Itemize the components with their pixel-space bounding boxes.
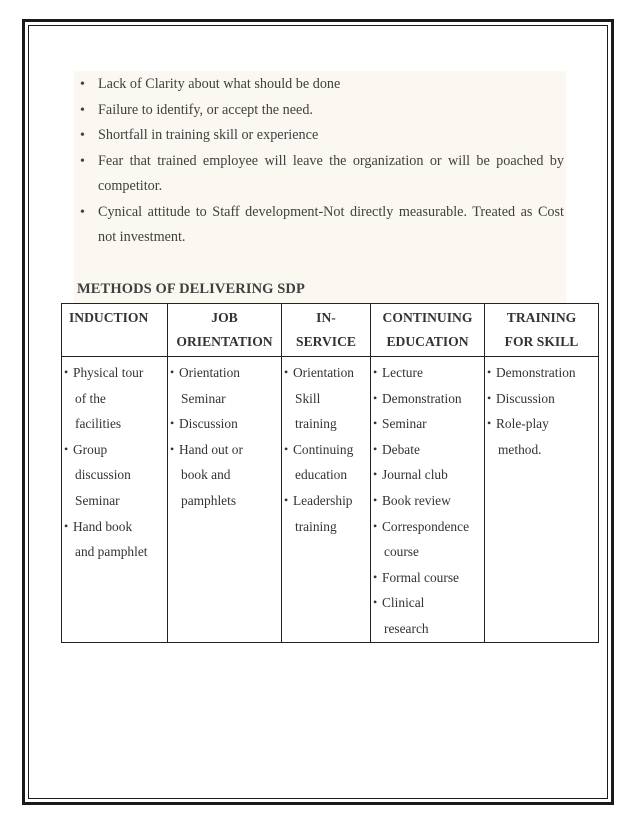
header-line: ORIENTATION xyxy=(176,334,273,349)
header-line: IN- xyxy=(316,310,336,325)
header-line: SERVICE xyxy=(296,334,356,349)
cell-training-for-skill xyxy=(485,357,599,643)
list-item xyxy=(373,488,482,514)
item-line: • Debate xyxy=(382,441,420,457)
list-item xyxy=(487,386,596,412)
methods-table xyxy=(61,303,599,643)
table-row xyxy=(62,357,599,643)
item-line: • Role-play xyxy=(496,416,549,432)
header-line: CONTINUING xyxy=(382,310,473,325)
item-line: discussion xyxy=(75,467,131,483)
list-item xyxy=(64,360,165,437)
item-line: pamphlets xyxy=(181,492,237,508)
item-line: and pamphlet xyxy=(75,544,148,560)
bullet-item: • Fear that trained employee will leave the organization or will be poached by competitor. xyxy=(80,149,564,200)
item-line: • Leadership xyxy=(293,492,353,508)
item-line: • Continuing xyxy=(293,441,354,457)
list-item xyxy=(373,462,482,488)
header-training-for-skill xyxy=(485,304,599,357)
item-line: • Demonstration xyxy=(496,365,576,380)
header-continuing-education xyxy=(371,304,485,357)
item-line: education xyxy=(295,467,348,483)
item-line: • Book review xyxy=(382,492,451,508)
list-item xyxy=(170,411,279,437)
item-line: • Formal course xyxy=(382,569,459,585)
item-line: course xyxy=(384,544,419,560)
item-line: • Orientation xyxy=(179,365,240,380)
list-item xyxy=(284,488,368,539)
item-line: • Discussion xyxy=(179,416,238,432)
bullet-item: • Cynical attitude to Staff development-Not directly measurable. Treated as Cost not investment. xyxy=(80,200,564,251)
header-job-orientation xyxy=(168,304,282,357)
header-induction xyxy=(62,304,168,357)
list-item xyxy=(373,514,482,565)
header-line: INDUCTION xyxy=(69,310,149,325)
item-line: • Lecture xyxy=(382,365,423,380)
header-line: TRAINING xyxy=(506,310,577,325)
item-line: • Discussion xyxy=(496,390,555,406)
cell-in-service xyxy=(282,357,371,643)
item-line: • Hand out or xyxy=(179,441,243,457)
item-line: book and xyxy=(181,467,231,483)
barriers-bullet-list xyxy=(80,72,564,251)
list-item xyxy=(170,360,279,411)
item-line: • Seminar xyxy=(382,416,427,432)
list-item xyxy=(487,411,596,462)
item-line: • Demonstration xyxy=(382,390,462,406)
header-line: JOB xyxy=(211,310,238,325)
list-item xyxy=(64,437,165,514)
bullet-item: • Shortfall in training skill or experience xyxy=(80,123,564,149)
cell-job-orientation xyxy=(168,357,282,643)
cell-continuing-education xyxy=(371,357,485,643)
item-line: of the xyxy=(75,390,106,406)
item-line: training xyxy=(295,518,337,534)
item-line: facilities xyxy=(75,416,122,432)
list-item xyxy=(373,565,482,591)
item-line: • Orientation xyxy=(293,365,354,380)
item-line: • Journal club xyxy=(382,467,448,483)
item-line: • Clinical xyxy=(382,595,425,611)
list-item xyxy=(170,437,279,514)
item-line: Skill xyxy=(295,390,321,406)
list-item xyxy=(64,514,165,565)
item-line: method. xyxy=(498,441,542,457)
item-line: • Group xyxy=(73,441,108,457)
table-header-row xyxy=(62,304,599,357)
list-item xyxy=(373,590,482,641)
header-line: EDUCATION xyxy=(386,334,469,349)
list-item xyxy=(487,360,596,386)
list-item xyxy=(284,360,368,437)
bullet-item: • Failure to identify, or accept the need. xyxy=(80,98,564,124)
header-line: FOR SKILL xyxy=(504,334,579,349)
list-item xyxy=(373,437,482,463)
list-item xyxy=(373,360,482,386)
item-line: • Physical tour xyxy=(73,365,144,380)
list-item xyxy=(284,437,368,488)
item-line: research xyxy=(384,620,429,636)
header-in-service xyxy=(282,304,371,357)
list-item xyxy=(373,411,482,437)
item-line: • Correspondence xyxy=(382,518,470,534)
item-line: • Hand book xyxy=(73,518,133,534)
item-line: Seminar xyxy=(75,492,120,508)
item-line: training xyxy=(295,416,337,432)
bullet-item: • Lack of Clarity about what should be done xyxy=(80,72,564,98)
item-line: Seminar xyxy=(181,390,226,406)
list-item xyxy=(373,386,482,412)
section-heading: METHODS OF DELIVERING SDP xyxy=(77,281,305,297)
cell-induction xyxy=(62,357,168,643)
